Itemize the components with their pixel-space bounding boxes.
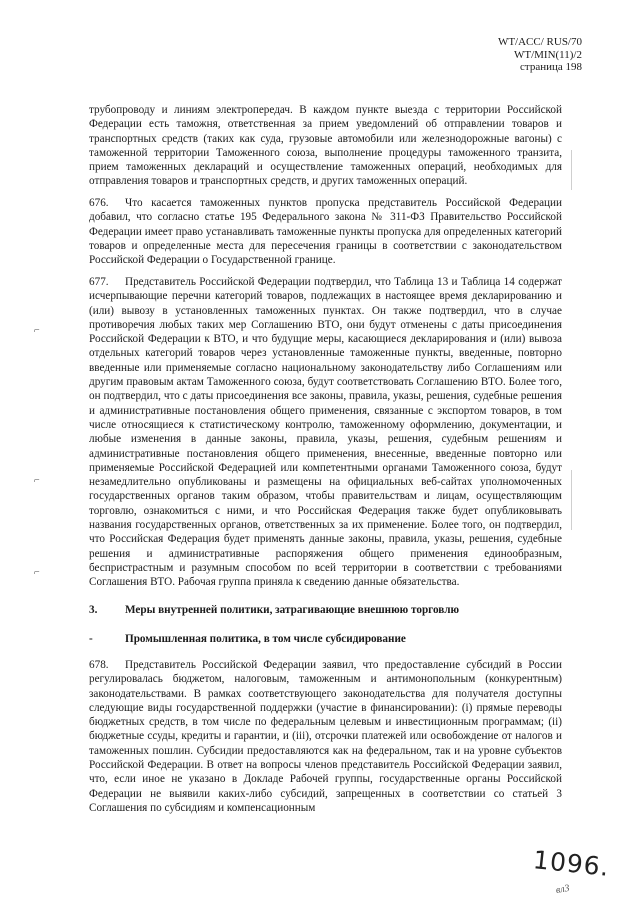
document-symbol: WT/ACC/ RUS/70 bbox=[497, 36, 582, 48]
handwritten-page-number: 1096. bbox=[531, 845, 611, 882]
paragraph-text: Представитель Российской Федерации заявил, что предоставление субсидий в России регулировалась бюджетом, налоговым, таможенным и антимонопольным (конкурентным) законодательствами. В рамках соответствующего законодательства для получателя доступны следующие виды государственной поддержки (участие в финансировании): (i) прямые переводы бюджетных средств, в том числе по федеральным целевым и инвестиционным программам; (ii) бюджетные ссуды, кредиты и гарантии, и (iii), отсрочки платежей или освобождение от налогов и таможенных пошлин. Субсидии предоставляются как на федеральном, так и на уровне субъектов Российской Федерации. В ответ на вопросы членов представитель Российской Федерации заявил, что, если иное не указано в Докладе Рабочей группы, государственные органы Российской Федерации не выявили каких-либо субсидий, запрещенных в соответствии со статьей 3 Соглашения по субсидиям и компенсационным bbox=[89, 659, 562, 814]
margin-mark: ⌐ bbox=[34, 325, 40, 336]
paragraph-text: Что касается таможенных пунктов пропуска представитель Российской Федерации добавил, что согласно статье 195 Федерального закона № 311-ФЗ Правительство Российской Федерации имеет право устанавливать таможенные пункты пропуска для определенных категорий товаров и определенные места для пересечения границы в соответствии с законодательством Российской Федерации о Государственной границе. bbox=[89, 197, 562, 267]
paragraph-number: 677. bbox=[89, 276, 109, 288]
scan-artifact-line bbox=[571, 470, 572, 530]
section-heading bbox=[89, 603, 562, 617]
paragraph-676 bbox=[89, 196, 562, 267]
section-number: 3. bbox=[89, 604, 98, 616]
subsection-heading bbox=[89, 632, 562, 646]
margin-mark: ⌐ bbox=[34, 475, 40, 486]
margin-mark: ⌐ bbox=[34, 567, 40, 578]
paragraph-number: 676. bbox=[89, 197, 109, 209]
paragraph-text: Представитель Российской Федерации подтвердил, что Таблица 13 и Таблица 14 содержат исчерпывающие перечни категорий товаров, подлежащих в настоящее время декларированию и (или) вывозу в установленных таможенных пунктах. Он также подтвердил, что в случае противоречия любых таких мер Соглашению ВТО, они будут отменены с даты присоединения Российской Федерации к ВТО, и что будущие меры, касающиеся декларирования и (или) вывоза отдельных категорий товаров через установленные таможенные пункты, введенные, повторно введенные или применяемые согласно национальному законодательству либо Соглашениям или другим правовым актам Таможенного союза, будут соответствовать Соглашению ВТО. Более того, он подтвердил, что с даты присоединения все законы, правила, указы, решения, судебные решения и административные постановления общего применения, связанные с экспортом товаров, в том числе относящиеся к статистическому контролю, таможенному оформлению, документации, и любые изменения в данные законы, правила, указы, решения, судебным решениям и административные постановления общего применения, внесенные, введенные повторно или применяемые Российской Федерацией или компетентными органами Таможенного союза, будут незамедлительно опубликованы и размещены на официальных веб-сайтах уполномоченных государственных органов таким образом, чтобы правительствам и лицам, осуществляющим торговлю, ознакомиться с ними, и что Российская Федерация также будет опубликовывать названия государственных органов, ответственных за их применение. Более того, он подтвердил, что Российская Федерация будет применять данные законы, правила, указы, решения, судебные решения и административные распоряжения общего применения единообразным, беспристрастным и разумным способом по всей территории в соответствии с требованиями Соглашения ВТО. Рабочая группа приняла к сведению данные обязательства. bbox=[89, 276, 562, 589]
document-symbol-secondary: WT/MIN(11)/2 bbox=[513, 48, 582, 61]
document-header bbox=[498, 36, 582, 74]
subsection-bullet: - bbox=[89, 633, 93, 645]
paragraph-continued bbox=[89, 103, 562, 189]
handwritten-note: вл3 bbox=[555, 882, 571, 897]
paragraph-677 bbox=[89, 275, 562, 590]
section-title: Меры внутренней политики, затрагивающие внешнюю торговлю bbox=[125, 604, 460, 616]
page-number: страница 198 bbox=[520, 61, 582, 74]
scan-artifact-line bbox=[571, 150, 572, 190]
paragraph-number: 678. bbox=[89, 659, 109, 671]
paragraph-text: трубопроводу и линиям электропередач. В каждом пункте выезда с территории Российской Федерации есть таможня, ответственная за прием уведомлений об отправлении товаров и транспортных средств (таких как суда, грузовые автомобили или железнодорожные вагоны) с таможенной территории Таможенного союза, выполнение процедуры таможенного транзита, прием таможенных деклараций и осуществление таможенных операций, необходимых для отправления товаров и транспортных средств, и других таможенных операций. bbox=[89, 104, 562, 188]
paragraph-678 bbox=[89, 658, 562, 815]
subsection-title: Промышленная политика, в том числе субсидирование bbox=[125, 633, 406, 645]
